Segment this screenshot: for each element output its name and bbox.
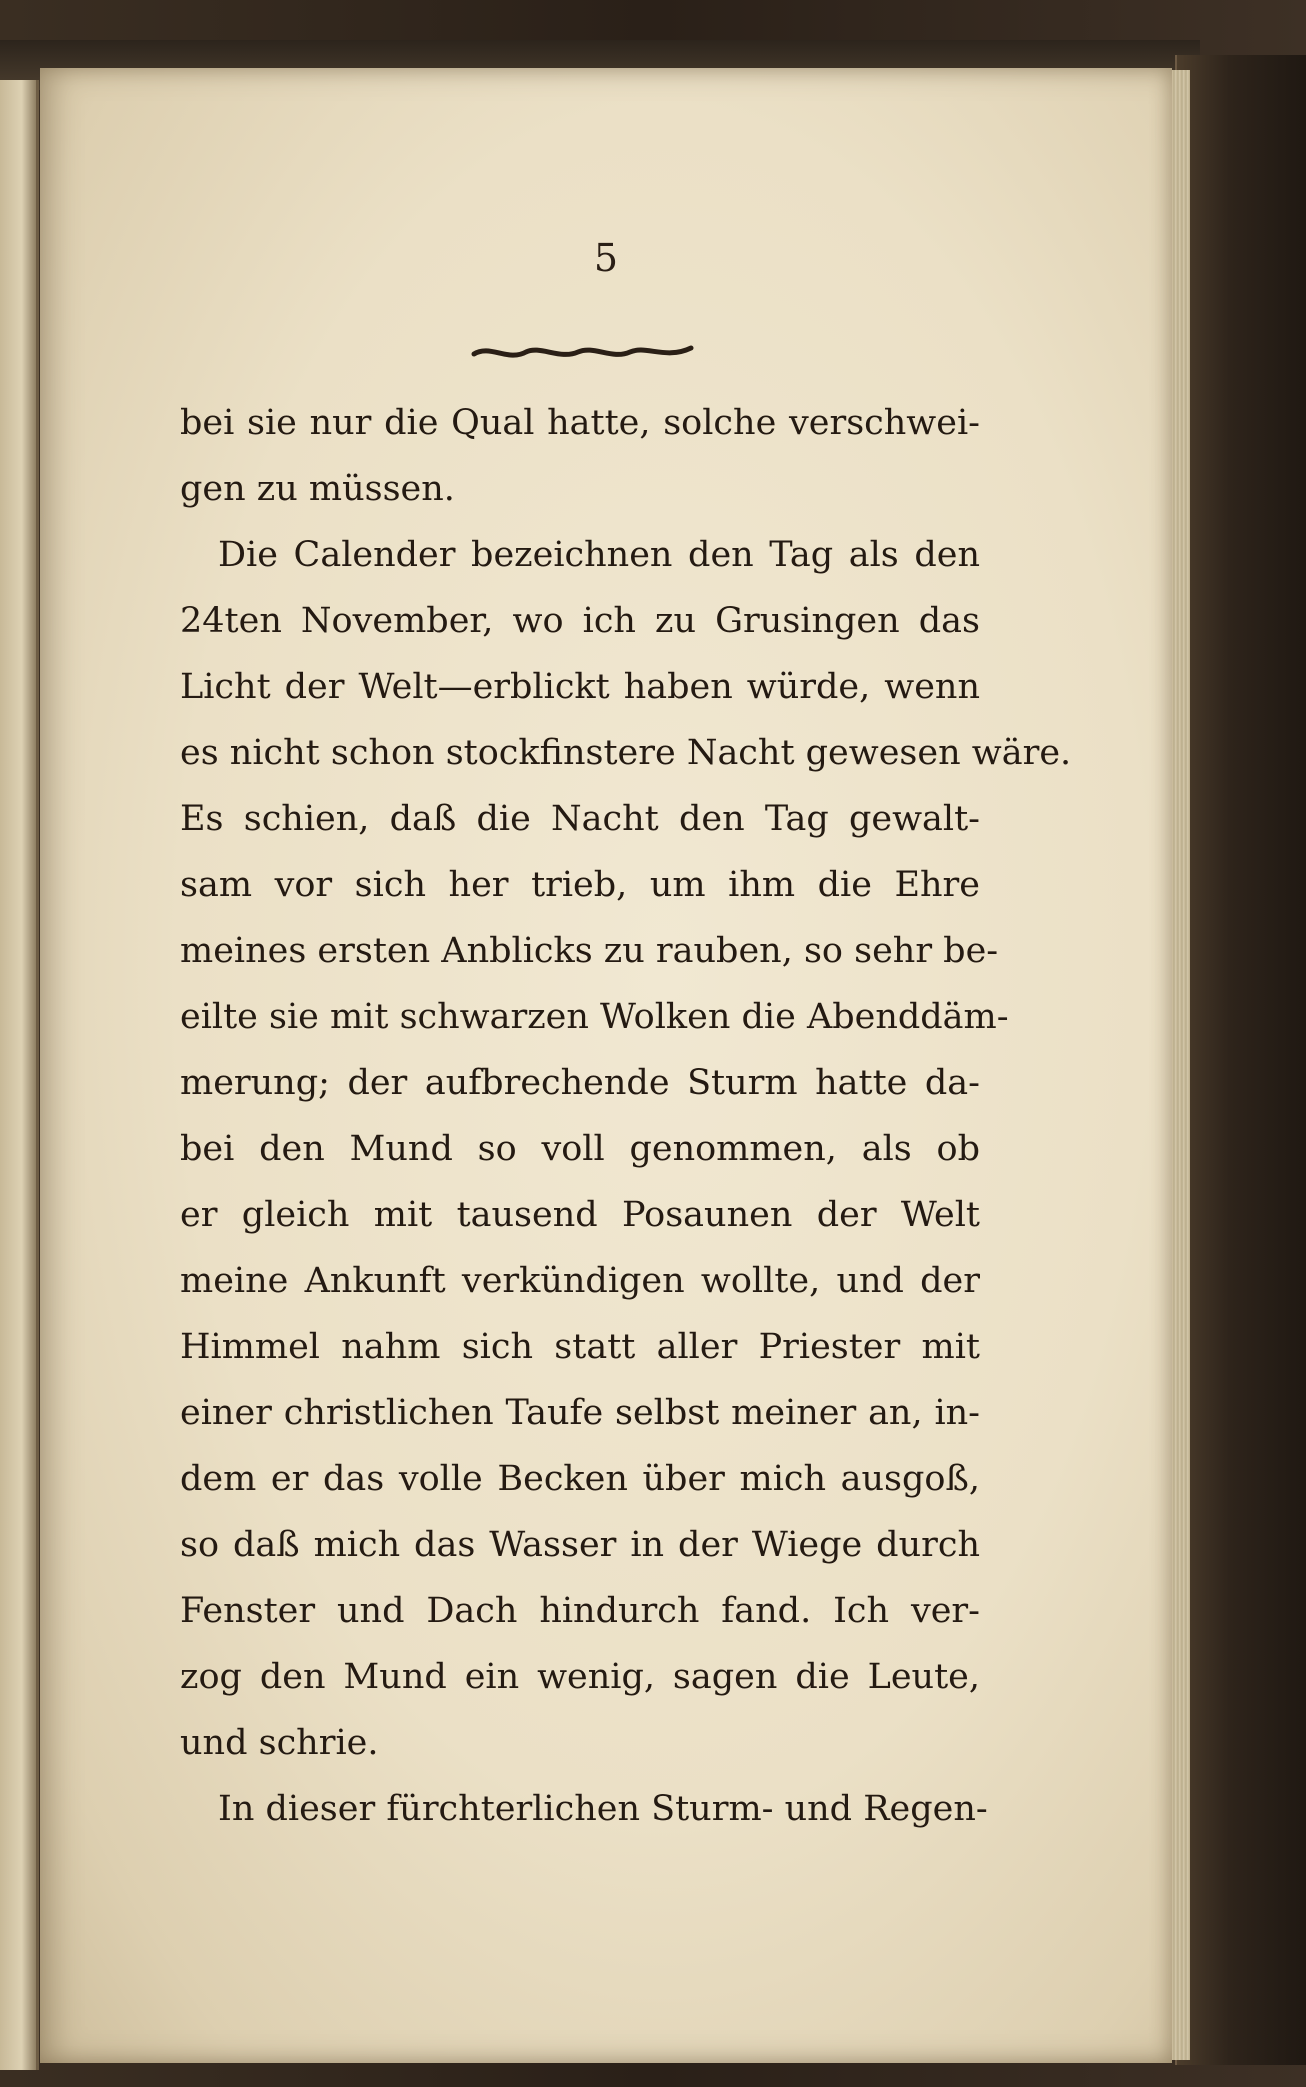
text-line: Licht der Welt—erblickt haben würde, wenn (180, 667, 980, 707)
text-line: er gleich mit tausend Posaunen der Welt (180, 1195, 980, 1235)
page-number: 5 (593, 236, 619, 280)
text-line: so daß mich das Wasser in der Wiege durch (180, 1525, 980, 1565)
text-line: Es schien, daß die Nacht den Tag gewalt- (180, 799, 980, 839)
text-line: dem er das volle Becken über mich ausgoß, (180, 1459, 980, 1499)
book-page (40, 68, 1172, 2063)
text-line: meine Ankunft verkündigen wollte, und der (180, 1261, 980, 1301)
text-line: 24ten November, wo ich zu Grusingen das (180, 601, 980, 641)
text-line: In dieser fürchterlichen Sturm- und Regen- (218, 1789, 988, 1829)
text-line: eilte sie mit schwarzen Wolken die Abenddäm- (180, 997, 1009, 1037)
text-line: Die Calender bezeichnen den Tag als den (218, 535, 980, 575)
left-page-edge (0, 80, 39, 2070)
text-line: Himmel nahm sich statt aller Priester mit (180, 1327, 980, 1367)
text-line: bei den Mund so voll genommen, als ob (180, 1129, 980, 1169)
text-line: es nicht schon stockfinstere Nacht gewesen wäre. (180, 733, 1072, 773)
text-line: einer christlichen Taufe selbst meiner an, in- (180, 1393, 980, 1433)
text-line: Fenster und Dach hindurch fand. Ich ver- (180, 1591, 980, 1631)
text-line: sam vor sich her trieb, um ihm die Ehre (180, 865, 980, 905)
book-cover-spine (1175, 55, 1306, 2065)
text-line: und schrie. (180, 1723, 379, 1763)
text-line: gen zu müssen. (180, 469, 455, 509)
text-line: merung; der aufbrechende Sturm hatte da- (180, 1063, 980, 1103)
text-line: bei sie nur die Qual hatte, solche verschwei- (180, 403, 980, 443)
body-text (180, 390, 1072, 1842)
text-line: zog den Mund ein wenig, sagen die Leute, (180, 1657, 980, 1697)
text-line: meines ersten Anblicks zu rauben, so sehr be- (180, 931, 999, 971)
wave-ornament-icon (470, 340, 695, 364)
